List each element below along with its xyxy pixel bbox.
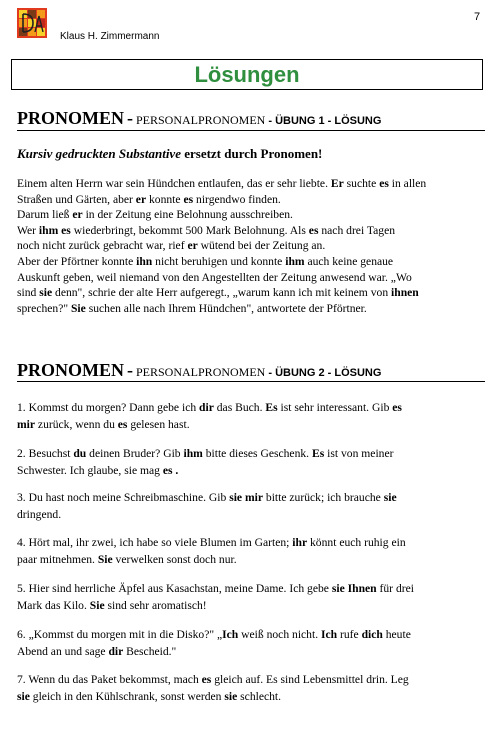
text-line: Einem alten Herrn war sein Hündchen entlaufen, das er sehr liebte. Er suchte es in allen (17, 177, 427, 190)
exercise-item (17, 445, 487, 479)
pronoun: sie (383, 491, 397, 504)
pronoun: ihm (183, 447, 203, 460)
pronoun: dich (361, 628, 383, 641)
pronoun: dir (108, 645, 124, 658)
exercise-item (17, 626, 487, 660)
pronoun: Es (265, 401, 278, 414)
instruction-rest: ersetzt durch Pronomen! (180, 146, 323, 161)
pronoun: dir (199, 401, 214, 414)
pronoun: sie (17, 690, 30, 703)
pronoun: es (379, 177, 389, 190)
text-line: sie gleich in den Kühlschrank, sonst werden sie schlecht. (17, 690, 282, 703)
pronoun: Sie (89, 599, 105, 612)
pronoun: sie (224, 690, 238, 703)
text-line: dringend. (17, 508, 62, 521)
section-1-rule (17, 130, 485, 131)
pronoun: ihm (38, 223, 59, 237)
text-line: paar mitnehmen. Sie verwelken sonst doch nur. (17, 553, 237, 566)
section-2-rule (17, 381, 485, 382)
heading-main: PRONOMEN (17, 108, 124, 128)
story-paragraph (17, 176, 487, 316)
section-2-heading (17, 360, 381, 383)
heading-main: PRONOMEN (17, 360, 124, 380)
text-line: Aber der Pförtner konnte ihn nicht beruhigen und konnte ihm auch keine genaue (17, 254, 394, 268)
exercise-item (17, 580, 487, 614)
text-line: Wer ihm es wiederbringt, bekommt 500 Mark Belohnung. Als es nach drei Tagen (17, 223, 396, 237)
pronoun: er (135, 192, 147, 206)
exercise-item (17, 489, 487, 523)
pronoun: mir (17, 418, 36, 431)
pronoun: es (392, 401, 402, 414)
text-line: 6. „Kommst du morgen mit in die Disko?" „Ich weiß noch nicht. Ich rufe dich heute (17, 628, 411, 641)
pronoun: Er (330, 177, 344, 190)
heading-exercise: - ÜBUNG 2 - LÖSUNG (268, 367, 382, 379)
text-line: Abend an und sage dir Bescheid." (17, 645, 177, 658)
text-line: Darum ließ er in der Zeitung eine Belohnung ausschreiben. (17, 208, 293, 222)
text-line: Schwester. Ich glaube, sie mag es . (17, 464, 179, 477)
pronoun: es (183, 192, 194, 206)
pronoun: Es (311, 447, 325, 460)
text-line: sind sie denn", schrie der alte Herr aufgeregt., „warum kann ich mit keinem von ihnen (17, 286, 419, 300)
section-1-heading (17, 108, 381, 131)
instruction-italic: Kursiv gedruckten Substantive (17, 146, 181, 161)
pronoun: Sie (97, 553, 113, 566)
pronoun: ihn (136, 254, 153, 268)
pronoun: es . (162, 464, 179, 477)
text-line: 3. Du hast noch meine Schreibmaschine. Gib sie mir bitte zurück; ich brauche sie (17, 491, 397, 504)
pronoun: ihm (285, 254, 305, 268)
pronoun: Sie (70, 301, 86, 315)
pronoun: sie Ihnen (331, 582, 377, 595)
pronoun: er (72, 208, 83, 222)
text-line: 2. Besuchst du deinen Bruder? Gib ihm bitte dieses Geschenk. Es ist von meiner (17, 447, 394, 460)
pronoun: es (117, 418, 128, 431)
text-line: 4. Hört mal, ihr zwei, ich habe so viele Blumen im Garten; ihr könnt euch ruhig ein (17, 536, 406, 549)
pronoun: du (73, 447, 87, 460)
text-line: mir zurück, wenn du es gelesen hast. (17, 418, 190, 431)
pronoun: ihnen (391, 286, 419, 300)
daf-logo (17, 8, 47, 38)
heading-sub: PERSONALPRONOMEN (136, 113, 266, 127)
pronoun: es (201, 673, 212, 686)
heading-sub: PERSONALPRONOMEN (136, 365, 266, 379)
pronoun: sie (39, 286, 53, 300)
instruction (17, 146, 322, 162)
text-line: Auskunft geben, weil niemand von den Angestellten der Zeitung anwesend war. „Wo (17, 270, 412, 284)
text-line: noch nicht zurück gebracht war, rief er wütend bei der Zeitung an. (17, 239, 326, 253)
pronoun: er (187, 239, 198, 253)
exercise-item (17, 534, 487, 568)
heading-exercise: - ÜBUNG 1 - LÖSUNG (268, 115, 382, 127)
text-line: 5. Hier sind herrliche Äpfel aus Kasachstan, meine Dame. Ich gebe sie Ihnen für drei (17, 582, 414, 595)
author-name: Klaus H. Zimmermann (60, 31, 160, 42)
pronoun: sie mir (229, 491, 263, 504)
text-line: 1. Kommst du morgen? Dann gebe ich dir das Buch. Es ist sehr interessant. Gib es (17, 401, 402, 414)
heading-dash: - (127, 360, 133, 380)
text-line: 7. Wenn du das Paket bekommst, mach es gleich auf. Es sind Lebensmittel drin. Leg (17, 673, 409, 686)
pronoun: Ich (222, 628, 239, 641)
heading-dash: - (127, 108, 133, 128)
text-line: Mark das Kilo. Sie sind sehr aromatisch! (17, 599, 207, 612)
page-number: 7 (474, 11, 481, 23)
exercise-item (17, 399, 487, 433)
page-title: Lösungen (11, 59, 483, 90)
pronoun: Ich (321, 628, 338, 641)
exercise-item (17, 671, 487, 705)
pronoun: es (308, 223, 319, 237)
pronoun: ihr (292, 536, 308, 549)
text-line: Straßen und Gärten, aber er konnte es nirgendwo finden. (17, 192, 281, 206)
text-line: sprechen?" Sie suchen alle nach Ihrem Hündchen", antwortete der Pförtner. (17, 301, 367, 315)
pronoun: es (61, 223, 71, 237)
